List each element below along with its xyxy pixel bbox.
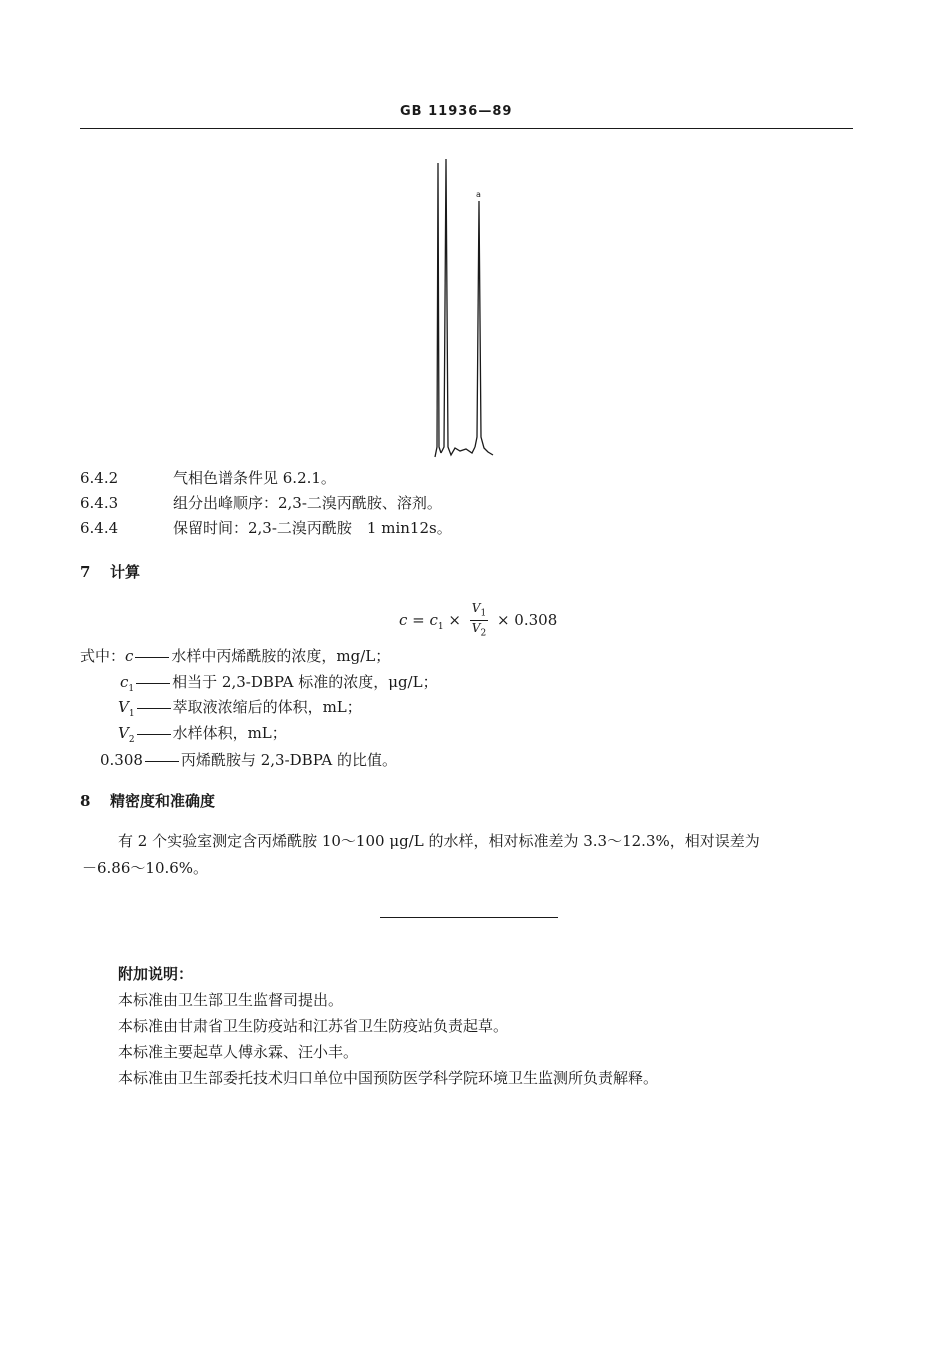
where-ratio: 0.308 丙烯酰胺与 2,3-DBPA 的比值。	[100, 751, 398, 769]
where-c: 式中：c 水样中丙烯酰胺的浓度，mg/L；	[80, 647, 391, 665]
solvent-peak-left	[435, 163, 441, 457]
precision-paragraph-line2: －6.86～10.6%。	[82, 859, 209, 877]
formula-lhs: c = c	[399, 610, 438, 629]
clause-text: 气相色谱条件见 6.2.1。	[173, 469, 336, 487]
clause-6-4-4	[80, 519, 452, 537]
clause-number: 6.4.2	[80, 469, 119, 487]
section-number: 7	[80, 563, 91, 581]
section-title: 精密度和准确度	[110, 792, 216, 810]
solvent-peak-right	[441, 159, 475, 455]
note-4: 本标准由卫生部委托技术归口单位中国预防医学科学院环境卫生监测所负责解释。	[118, 1069, 659, 1087]
precision-paragraph-line1: 有 2 个实验室测定含丙烯酰胺 10～100 μg/L 的水样，相对标准差为 3.3～12.3%，相对误差为	[118, 832, 760, 850]
fraction: $\frac{V_1}{V_2}$	[471, 601, 487, 639]
section-7-heading	[80, 563, 140, 581]
chromatogram	[425, 155, 505, 465]
analyte-peak	[475, 201, 493, 455]
times-sign: ×	[448, 610, 461, 629]
section-title: 计算	[110, 563, 141, 581]
clause-6-4-2	[80, 469, 336, 487]
clause-text: 保留时间：2,3-二溴丙酰胺 1 min12s。	[173, 519, 452, 537]
clause-6-4-3	[80, 494, 442, 512]
separator-rule	[380, 917, 558, 918]
clause-number: 6.4.3	[80, 494, 119, 512]
where-v1: $V_1$ 萃取液浓缩后的体积，mL；	[118, 698, 362, 719]
clause-text: 组分出峰顺序：2,3-二溴丙酰胺、溶剂。	[173, 494, 442, 512]
formula-tail: × 0.308	[496, 610, 558, 629]
formula: $c = c_1$ × $\frac{V_1}{V_2}$ × 0.308	[399, 601, 558, 639]
clause-number: 6.4.4	[80, 519, 119, 537]
note-3: 本标准主要起草人傅永霖、汪小丰。	[118, 1043, 359, 1061]
section-number: 8	[80, 792, 91, 810]
standard-code: GB 11936—89	[400, 104, 513, 119]
note-2: 本标准由甘肃省卫生防疫站和江苏省卫生防疫站负责起草。	[118, 1017, 509, 1035]
header-rule	[80, 128, 853, 129]
note-1: 本标准由卫生部卫生监督司提出。	[118, 991, 344, 1009]
peak-label: a	[476, 190, 481, 199]
section-8-heading	[80, 792, 215, 810]
where-v2: $V_2$ 水样体积，mL；	[118, 724, 287, 745]
notes-title: 附加说明：	[118, 965, 194, 983]
where-c1: $c_1$ 相当于 2,3-DBPA 标准的浓度，μg/L；	[120, 673, 438, 694]
